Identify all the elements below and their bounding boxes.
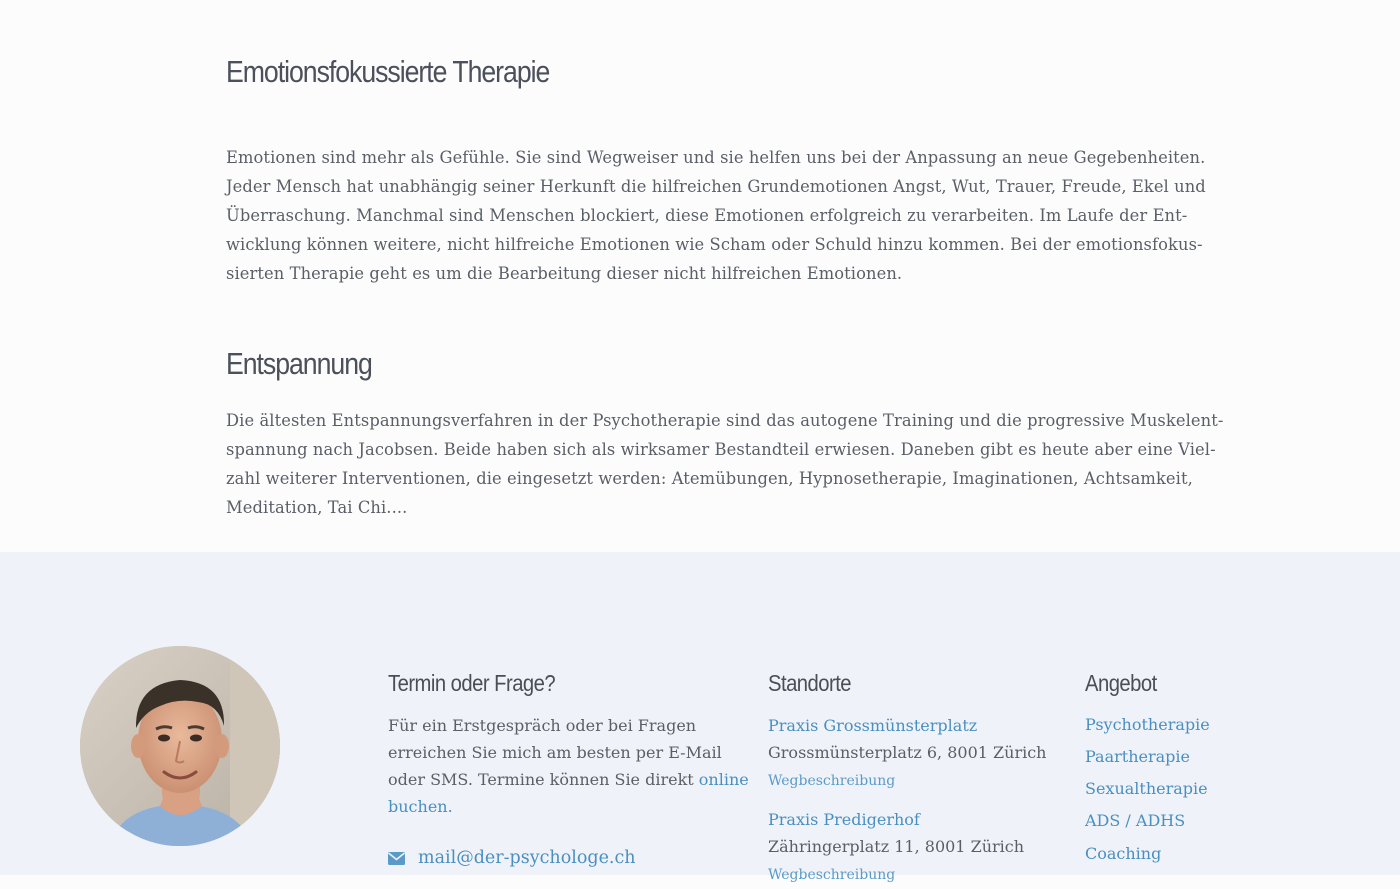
contact-text-line: erreichen Sie mich am besten per E-Mail [388,743,722,762]
footer [0,552,1400,883]
location-address: Grossmünsterplatz 6, 8001 Zürich [768,743,1047,762]
paragraph-line: Jeder Mensch hat unabhängig seiner Herkunft die hilfreichen Grundemotionen Angst, Wut, Trauer, Freude, Ekel und [226,177,1206,196]
location-name-link[interactable]: Praxis Predigerhof [768,810,920,829]
offer-link-sexualtherapie[interactable]: Sexualtherapie [1085,779,1208,798]
offer-link-paartherapie[interactable]: Paartherapie [1085,747,1190,766]
section-paragraph-entspannung [226,406,1224,522]
location-item [768,806,1024,889]
offer-link-ads-adhs[interactable]: ADS / ADHS [1085,811,1186,830]
online-booking-link[interactable]: online [698,770,749,789]
paragraph-line: wicklung können weitere, nicht hilfreiche Emotionen wie Scham oder Schuld hinzu kommen. Bei der emotionsfokus- [226,235,1203,254]
offer-link-psychotherapie[interactable]: Psychotherapie [1085,715,1210,734]
portrait-image [80,646,280,846]
location-address: Zähringerplatz 11, 8001 Zürich [768,837,1025,856]
section-heading-entspannung: Entspannung [226,346,372,381]
email-link[interactable]: mail@der-psychologe.ch [418,848,636,868]
contact-text-line [388,766,749,793]
paragraph-line: Die ältesten Entspannungsverfahren in der Psychotherapie sind das autogene Training und die progressive Muskelent- [226,411,1224,430]
paragraph-line: Überraschung. Manchmal sind Menschen blockiert, diese Emotionen erfolgreich zu verarbeiten. Im Laufe der Ent- [226,206,1188,225]
location-name-link[interactable]: Praxis Grossmünsterplatz [768,716,978,735]
offer-title: Angebot [1085,670,1157,696]
contact-text [388,712,749,820]
email-row[interactable] [388,848,636,868]
paragraph-line: zahl weiterer Interventionen, die eingesetzt werden: Atemübungen, Hypnosetherapie, Imaginationen, Achtsamkeit, [226,469,1193,488]
avatar [80,646,280,846]
paragraph-line: Emotionen sind mehr als Gefühle. Sie sind Wegweiser und sie helfen uns bei der Anpassung an neue Gegebenheiten. [226,148,1206,167]
online-booking-link-continued[interactable]: buchen. [388,797,453,816]
contact-text-line [388,793,749,820]
locations-title: Standorte [768,670,852,696]
section-paragraph-emotionsfokussiert [226,143,1206,288]
contact-title: Termin oder Frage? [388,670,556,696]
section-heading-emotionsfokussiert: Emotionsfokussierte Therapie [226,54,550,89]
paragraph-line: sierten Therapie geht es um die Bearbeitung dieser nicht hilfreichen Emotionen. [226,264,903,283]
directions-link[interactable]: Wegbeschreibung [768,867,896,883]
envelope-icon [388,852,405,865]
directions-link[interactable]: Wegbeschreibung [768,773,896,789]
contact-text-fragment: oder SMS. Termine können Sie direkt [388,770,699,789]
location-item [768,712,1046,795]
paragraph-line: spannung nach Jacobsen. Beide haben sich als wirksamer Bestandteil erwiesen. Daneben gibt es heute aber eine Viel- [226,440,1216,459]
offer-link-coaching[interactable]: Coaching [1085,844,1162,863]
contact-text-line: Für ein Erstgespräch oder bei Fragen [388,716,697,735]
paragraph-line: Meditation, Tai Chi.... [226,498,408,517]
